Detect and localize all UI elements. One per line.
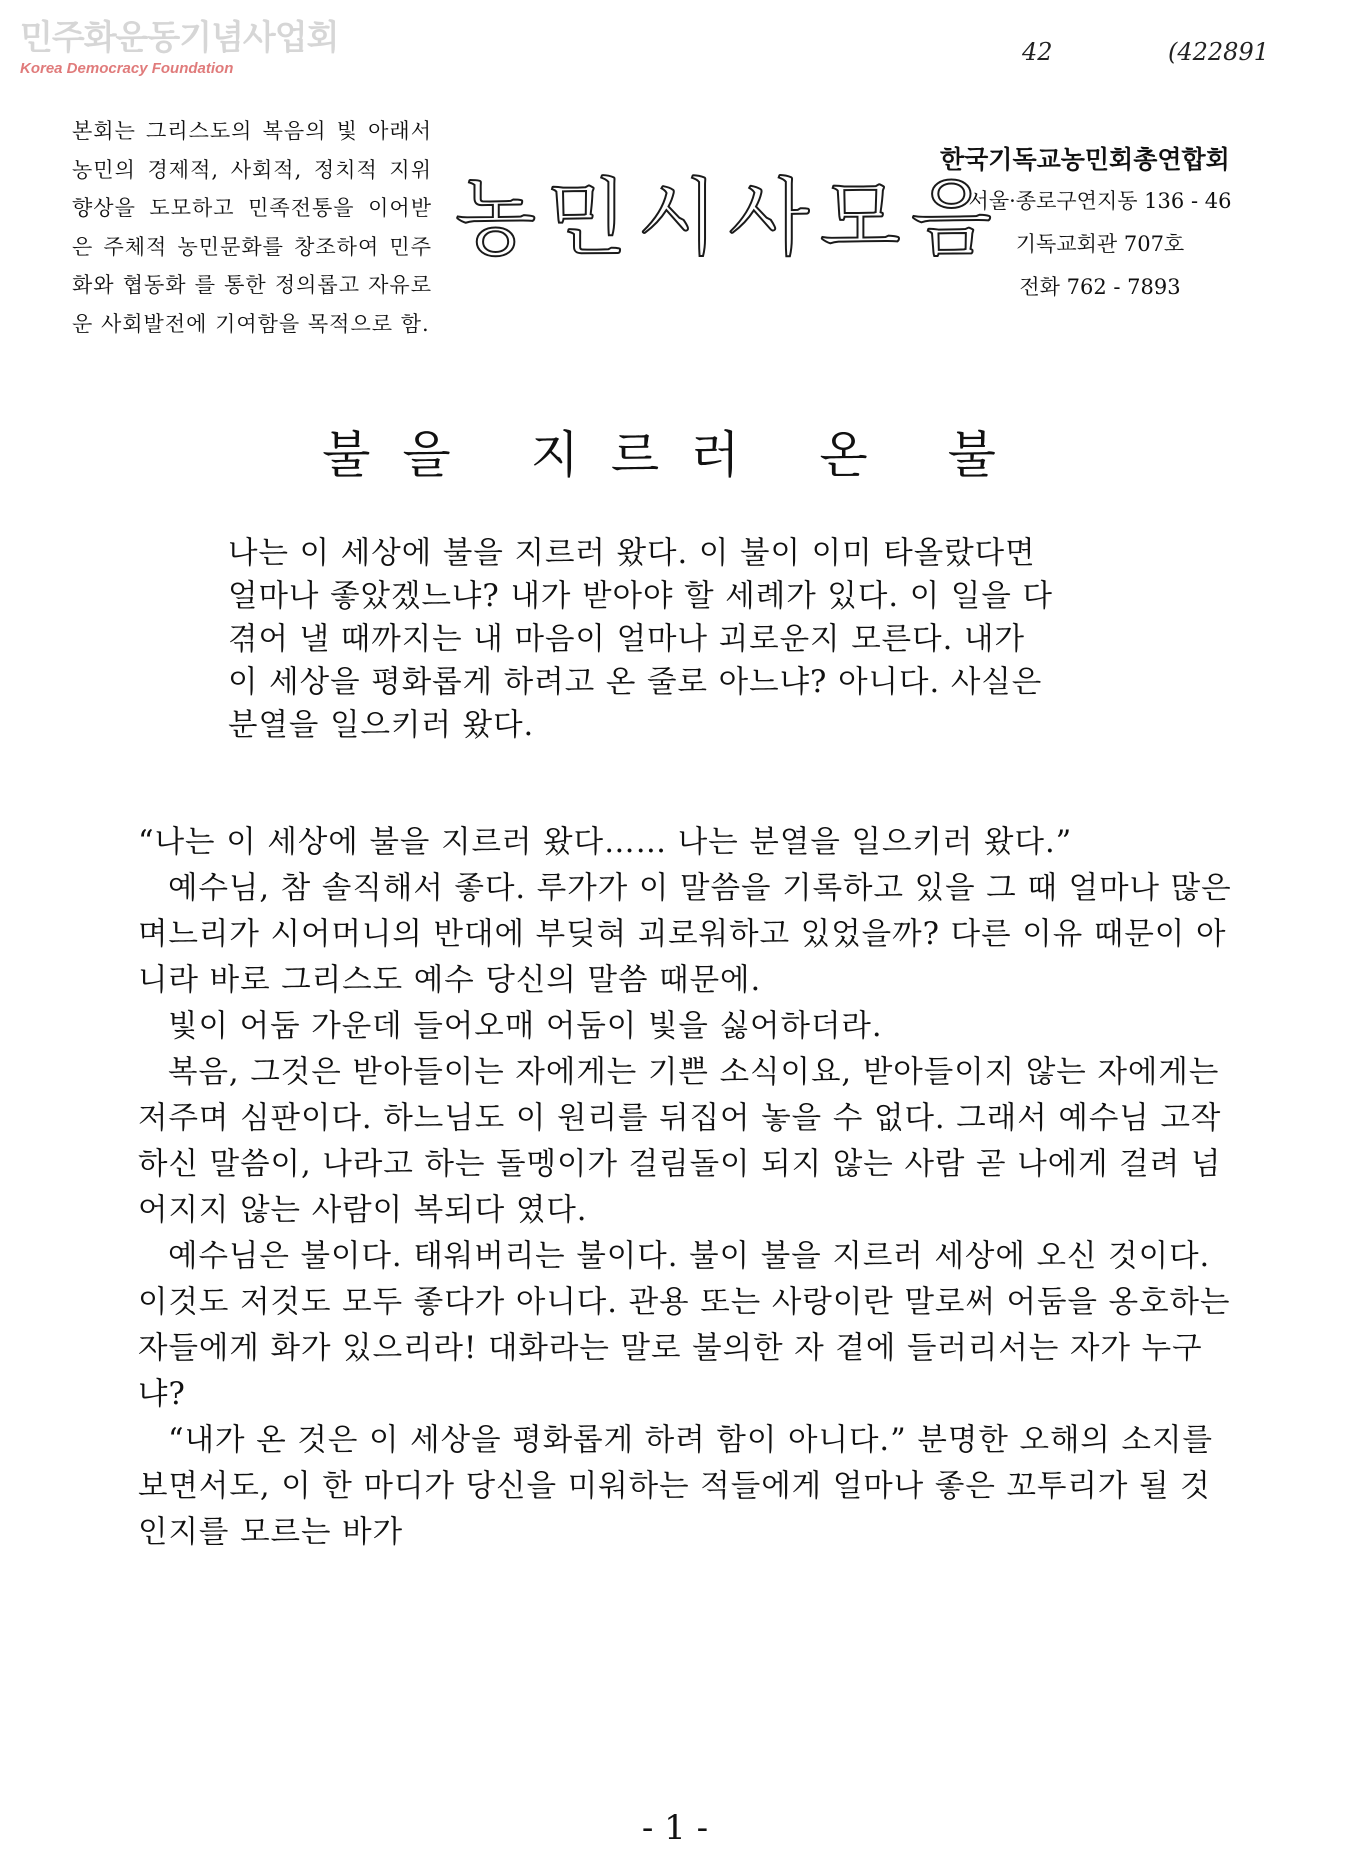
address-line-2: 기독교회관 707호 [1015, 232, 1185, 256]
watermark-org-english: Korea Democracy Foundation [20, 60, 234, 77]
phone-number: 전화 762 - 7893 [1019, 275, 1181, 299]
archive-mark-1: 42 [1022, 38, 1053, 66]
watermark [20, 18, 338, 78]
body-paragraph: “내가 온 것은 이 세상을 평화롭게 하려 함이 아니다.” 분명한 오해의 소지를 보면서도, 이 한 마디가 당신을 미워하는 적들에게 얼마나 좋은 꼬투리가 될 것인지를 모르는 바가 [138, 1423, 1213, 1550]
watermark-org-korean: 민주화운동기념사업회 [20, 18, 339, 58]
document-body [138, 820, 1238, 1556]
address-line-1: 서울·종로구연지동 136 - 46 [968, 189, 1232, 213]
body-paragraph: “나는 이 세상에 불을 지르러 왔다…… 나는 분열을 일으키러 왔다.” [138, 825, 1073, 860]
organization-block [940, 140, 1340, 309]
scripture-quote: 나는 이 세상에 불을 지르러 왔다. 이 불이 이미 타올랐다면 얼마나 좋았겠느냐? 내가 받아야 할 세례가 있다. 이 일을 다 겪어 낼 때까지는 내 마음이 얼마나 괴로운지 모른다. 내가 이 세상을 평화롭게 하려고 온 줄로 아느냐? 아니다. 사실은 분열을 일으키러 왔다. [228, 536, 1053, 743]
archive-mark-2: (422891 [1168, 38, 1269, 66]
body-paragraph: 복음, 그것은 받아들이는 자에게는 기쁜 소식이요, 받아들이지 않는 자에게는 저주며 심판이다. 하느님도 이 원리를 뒤집어 놓을 수 없다. 그래서 예수님 고작 하신 말씀이, 나라고 하는 돌멩이가 걸림돌이 되지 않는 사람 곧 나에게 걸려 넘어지지 않는 사람이 복되다 였다. [138, 1055, 1222, 1228]
body-paragraph: 빛이 어둠 가운데 들어오매 어둠이 빛을 싫어하더라. [168, 1009, 883, 1044]
purpose-statement: 본회는 그리스도의 복음의 빛 아래서 농민의 경제적, 사회적, 정치적 지위향상을 도모하고 민족전통을 이어받은 주체적 농민문화를 창조하여 민주화와 협동화 를 통한 정의롭고 자유로운 사회발전에 기여함을 목적으로 함. [72, 119, 432, 336]
page-number: - 1 - [641, 1808, 709, 1848]
masthead-title: 농민시사모음 [455, 169, 1002, 267]
body-paragraph: 예수님은 불이다. 태워버리는 불이다. 불이 불을 지르러 세상에 오신 것이다. 이것도 저것도 모두 좋다가 아니다. 관용 또는 사랑이란 말로써 어둠을 옹호하는 자들에게 화가 있으리라! 대화라는 말로 불의한 자 곁에 들러리서는 자가 누구냐? [138, 1239, 1231, 1412]
document-title: 불을 지르러 온 불 [322, 426, 1028, 484]
organization-name: 한국기독교농민회총연합회 [940, 145, 1230, 174]
body-paragraph: 예수님, 참 솔직해서 좋다. 루가가 이 말씀을 기록하고 있을 그 때 얼마나 많은 며느리가 시어머니의 반대에 부딪혀 괴로워하고 있었을까? 다른 이유 때문이 아니라 바로 그리스도 예수 당신의 말씀 때문에. [138, 871, 1232, 998]
